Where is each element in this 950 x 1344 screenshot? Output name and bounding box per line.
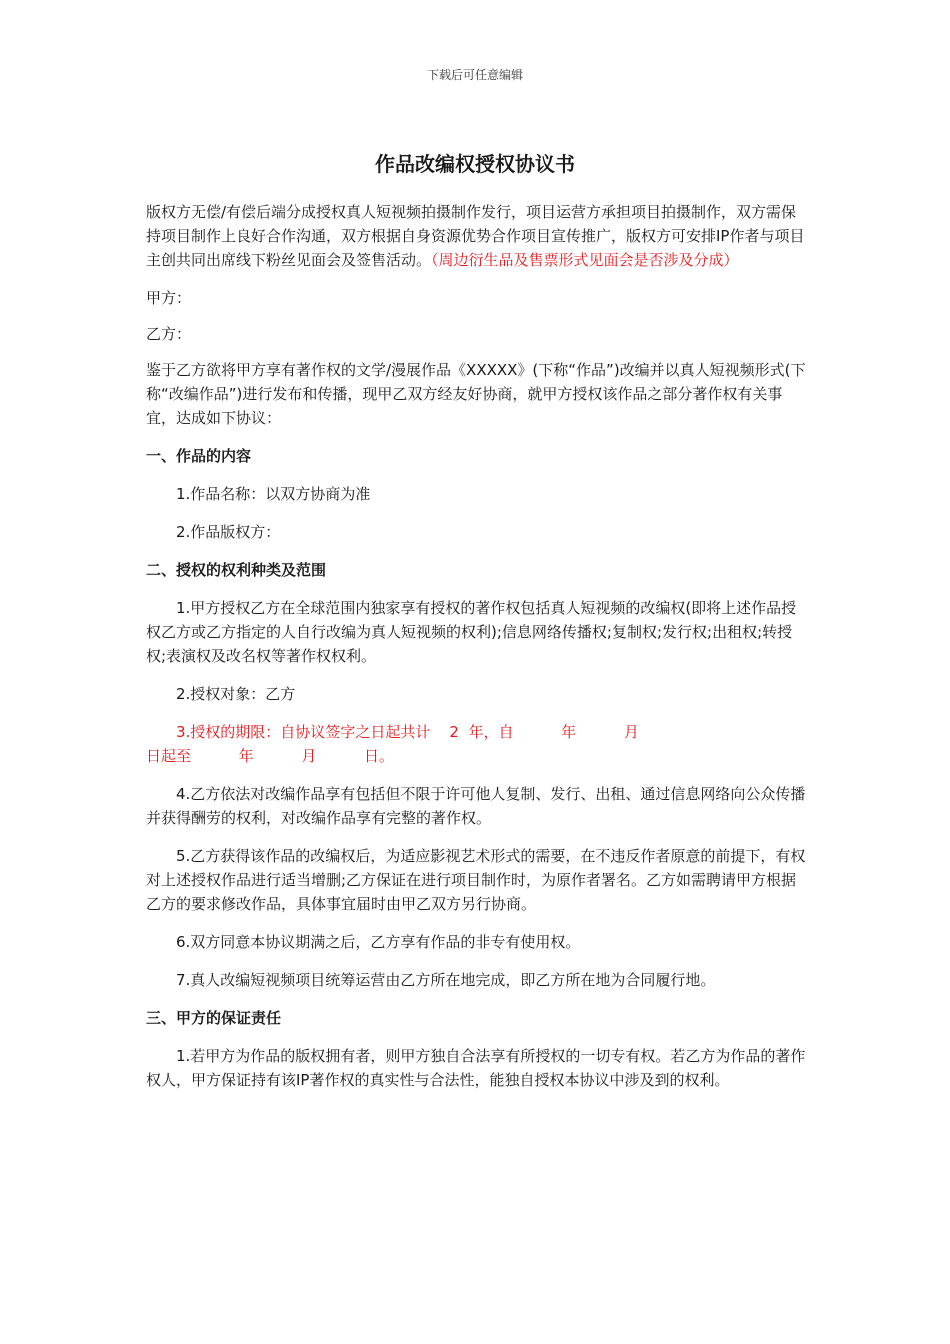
- header-note: 下载后可任意编辑: [426, 68, 523, 82]
- document-title: 作品改编权授权协议书: [375, 152, 575, 176]
- intro-paragraph: [146, 200, 806, 272]
- section2-item-7: 7.真人改编短视频项目统筹运营由乙方所在地完成，即乙方所在地为合同履行地。: [176, 971, 716, 989]
- term-line-1: 3.授权的期限：自协议签字之日起共计 2 年，自 年 月: [176, 723, 639, 741]
- section3-item-1: 1.若甲方为作品的版权拥有者，则甲方独自合法享有所授权的一切专有权。若乙方为作品的著作权人，甲方保证持有该IP著作权的真实性与合法性，能独自授权本协议中涉及到的权利。: [146, 1047, 806, 1089]
- document-body: [146, 200, 806, 1106]
- term-line-2: 日起至 年 月 日。: [146, 747, 395, 765]
- section3-heading: 三、甲方的保证责任: [146, 1009, 282, 1027]
- party-b-label: 乙方：: [146, 325, 192, 343]
- section1-heading: 一、作品的内容: [146, 447, 252, 465]
- section2-item-1: 1.甲方授权乙方在全球范围内独家享有授权的著作权包括真人短视频的改编权(即将上述作品授权乙方或乙方指定的人自行改编为真人短视频的权利);信息网络传播权;复制权;发行权;出租权;转授权;表演权及改名权等著作权权利。: [146, 599, 797, 665]
- section1-item-2: 2.作品版权方：: [176, 523, 281, 541]
- section2-item-3: [146, 720, 806, 768]
- section2-item-5: 5.乙方获得该作品的改编权后，为适应影视艺术形式的需要，在不违反作者原意的前提下，有权对上述授权作品进行适当增删;乙方保证在进行项目制作时，为原作者署名。乙方如需聘请甲方根据乙方的要求修改作品，具体事宜届时由甲乙双方另行协商。: [146, 847, 806, 913]
- section2-heading: 二、授权的权利种类及范围: [146, 561, 327, 579]
- party-a-label: 甲方：: [146, 289, 192, 307]
- section2-item-4: 4.乙方依法对改编作品享有包括但不限于许可他人复制、发行、出租、通过信息网络向公众传播并获得酬劳的权利，对改编作品享有完整的著作权。: [146, 785, 806, 827]
- section1-item-1: 1.作品名称：以双方协商为准: [176, 485, 371, 503]
- section2-item-2: 2.授权对象：乙方: [176, 685, 296, 703]
- preamble-paragraph: 鉴于乙方欲将甲方享有著作权的文学/漫展作品《XXXXX》(下称“作品”)改编并以真人短视频形式(下称“改编作品”)进行发布和传播，现甲乙双方经友好协商，就甲方授权该作品之部分著作权有关事宜，达成如下协议：: [146, 361, 806, 427]
- intro-text: 版权方无偿/有偿后端分成授权真人短视频拍摄制作发行，项目运营方承担项目拍摄制作，双方需保持项目制作上良好合作沟通，双方根据自身资源优势合作项目宣传推广，版权方可安排IP作者与项目主创共同出席线下粉丝见面会及签售活动。: [146, 203, 805, 269]
- intro-note: （周边衍生品及售票形式见面会是否涉及分成）: [431, 251, 739, 269]
- section2-item-6: 6.双方同意本协议期满之后，乙方享有作品的非专有使用权。: [176, 933, 581, 951]
